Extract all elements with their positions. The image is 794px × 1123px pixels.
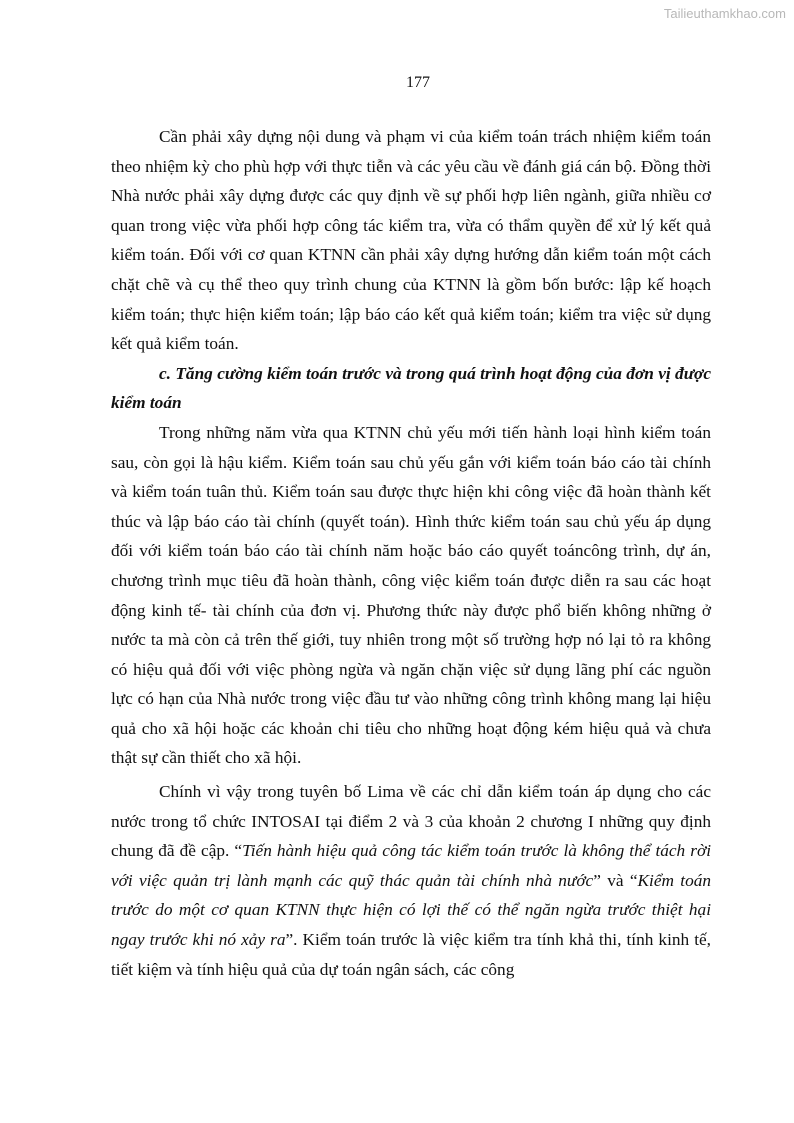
section-heading-c: c. Tăng cường kiểm toán trước và trong quá trình hoạt động của đơn vị được kiểm toán [111,363,711,413]
quote-1: Tiến hành hiệu quả công tác kiểm toán trước là không thể tách rời với việc quản trị lành mạnh các quỹ thác quản tài chính nhà nước [111,841,711,890]
paragraph-3-text-b: ” và “ [593,870,638,890]
paragraph-3 [111,777,711,984]
page-number: 177 [406,74,430,91]
document-body [111,122,711,984]
paragraph-1: Cần phải xây dựng nội dung và phạm vi của kiểm toán trách nhiệm kiểm toán theo nhiệm kỳ cho phù hợp với thực tiễn và các yêu cầu về đánh giá cán bộ. Đồng thời Nhà nước phải xây dựng được các quy định về sự phối hợp liên ngành, giữa nhiều cơ quan trong việc vừa phối hợp công tác kiểm tra, vừa có thẩm quyền để xử lý kết quả kiểm toán. Đối với cơ quan KTNN cần phải xây dựng hướng dẫn kiểm toán một cách chặt chẽ và cụ thể theo quy trình chung của KTNN là gồm bốn bước: lập kế hoạch kiểm toán; thực hiện kiểm toán; lập báo cáo kết quả kiểm toán; kiểm tra việc sử dụng kết quả kiểm toán. [111,127,711,354]
paragraph-2: Trong những năm vừa qua KTNN chủ yếu mới tiến hành loại hình kiểm toán sau, còn gọi là hậu kiểm. Kiểm toán sau chủ yếu gắn với kiểm toán báo cáo tài chính và kiểm toán tuân thủ. Kiểm toán sau được thực hiện khi công việc đã hoàn thành kết thúc và lập báo cáo tài chính (quyết toán). Hình thức kiểm toán sau chủ yếu áp dụng đối với kiểm toán báo cáo tài chính năm hoặc báo cáo quyết toáncông trình, dự án, chương trình mục tiêu đã hoàn thành, công việc kiểm toán được diễn ra sau các hoạt động kinh tế- tài chính của đơn vị. Phương thức này được phổ biến không những ở nước ta mà còn cả trên thế giới, tuy nhiên trong một số trường hợp nó lại tỏ ra không có hiệu quả đối với việc phòng ngừa và ngăn chặn việc sử dụng lãng phí các nguồn lực có hạn của Nhà nước trong việc đầu tư vào những công trình không mang lại hiệu quả cho xã hội hoặc các khoản chi tiêu cho những hoạt động kém hiệu quả và chưa thật sự cần thiết cho xã hội. [111,422,711,768]
paragraph-3-text-a: Chính vì vậy trong tuyên bố Lima về các chỉ dẫn kiểm toán áp dụng cho các nước trong tổ chức INTOSAI tại điểm 2 và 3 của khoản 2 chương I những quy định chung đã đề cập. “ [111,782,711,861]
paragraph-3-text-c: ”. Kiểm toán trước là việc kiểm tra tính khả thi, tính kinh tế, tiết kiệm và tính hiệu quả của dự toán ngân sách, các công [111,930,712,979]
watermark: Tailieuthamkhao.com [663,6,786,21]
quote-2: Kiểm toán trước do một cơ quan KTNN thực hiện có lợi thế có thể ngăn ngừa trước thiệt hại ngay trước khi nó xảy ra [111,870,712,950]
